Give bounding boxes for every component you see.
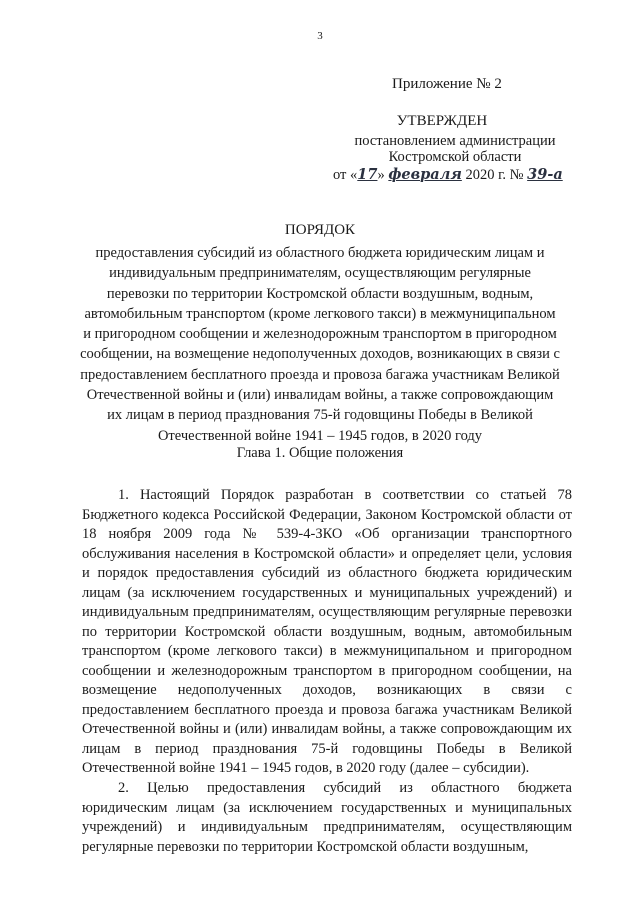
approved-by-region: Костромской области <box>388 149 522 165</box>
approved-title: УТВЕРЖДЕН <box>396 113 488 129</box>
date-prefix: от « <box>333 167 358 183</box>
approval-date-line <box>333 166 583 184</box>
appendix-label: Приложение № 2 <box>392 76 502 92</box>
paragraph-1: 1. Настоящий Порядок разработан в соответствии со статьей 78 Бюджетного кодекса Российской Федерации, Законом Костромской области от 18 ноября 2009 года № 539-4-ЗКО «Об организации транспортного обслуживания населения в Костромской области» и определяет цели, условия и порядок предоставления субсидий из областного бюджета юридическим лицам (за исключением государственных и муниципальных учреждений) и индивидуальным предпринимателям, осуществляющим регулярные перевозки по территории Костромской области воздушным, водным, автомобильным транспортом (кроме легкового такси) в межмуниципальном и пригородном сообщении и железнодорожным транспортом в пригородном сообщении, на возмещение недополученных доходов, возникающих в связи с предоставлением бесплатного проезда и провоза багажа участникам Великой Отечественной войны и (или) инвалидам войны, а также сопровождающим их лицам в период празднования 75-й годовщины Победы в Великой Отечественной войне 1941 – 1945 годов, в 2020 году (далее – субсидии). <box>82 487 572 776</box>
chapter-heading: Глава 1. Общие положения <box>236 445 404 461</box>
paragraph-2: 2. Целью предоставления субсидий из областного бюджета юридическим лицам (за исключением государственных и муниципальных учреждений) и индивидуальным предпринимателям, осуществляющим регулярные перевозки по территории Костромской области воздушным, <box>82 780 572 855</box>
date-year: 2020 г. № <box>461 167 528 183</box>
page-number: 3 <box>317 30 323 42</box>
handwritten-day: 17 <box>357 166 378 183</box>
document-subtitle: предоставления субсидий из областного бюджета юридическим лицам и индивидуальным предпринимателям, осуществляющим регулярные перевозки по территории Костромской области воздушным, водным, автомобильным транспортом (кроме легкового такси) в межмуниципальном и пригородном сообщении и железнодорожным транспортом в пригородном сообщении, на возмещение недополученных доходов, возникающих в связи с предоставлением бесплатного проезда и провоза багажа участникам Великой Отечественной войны и (или) инвалидам войны, а также сопровождающим их лицам в период празднования 75-й годовщины Победы в Великой Отечественной войне 1941 – 1945 годов, в 2020 году <box>80 245 560 444</box>
document-title: ПОРЯДОК <box>284 222 356 238</box>
approved-by-line: постановлением администрации <box>354 133 556 149</box>
handwritten-number: 39-а <box>527 166 563 183</box>
handwritten-month: февраля <box>388 166 462 183</box>
date-mid: » <box>377 167 389 183</box>
